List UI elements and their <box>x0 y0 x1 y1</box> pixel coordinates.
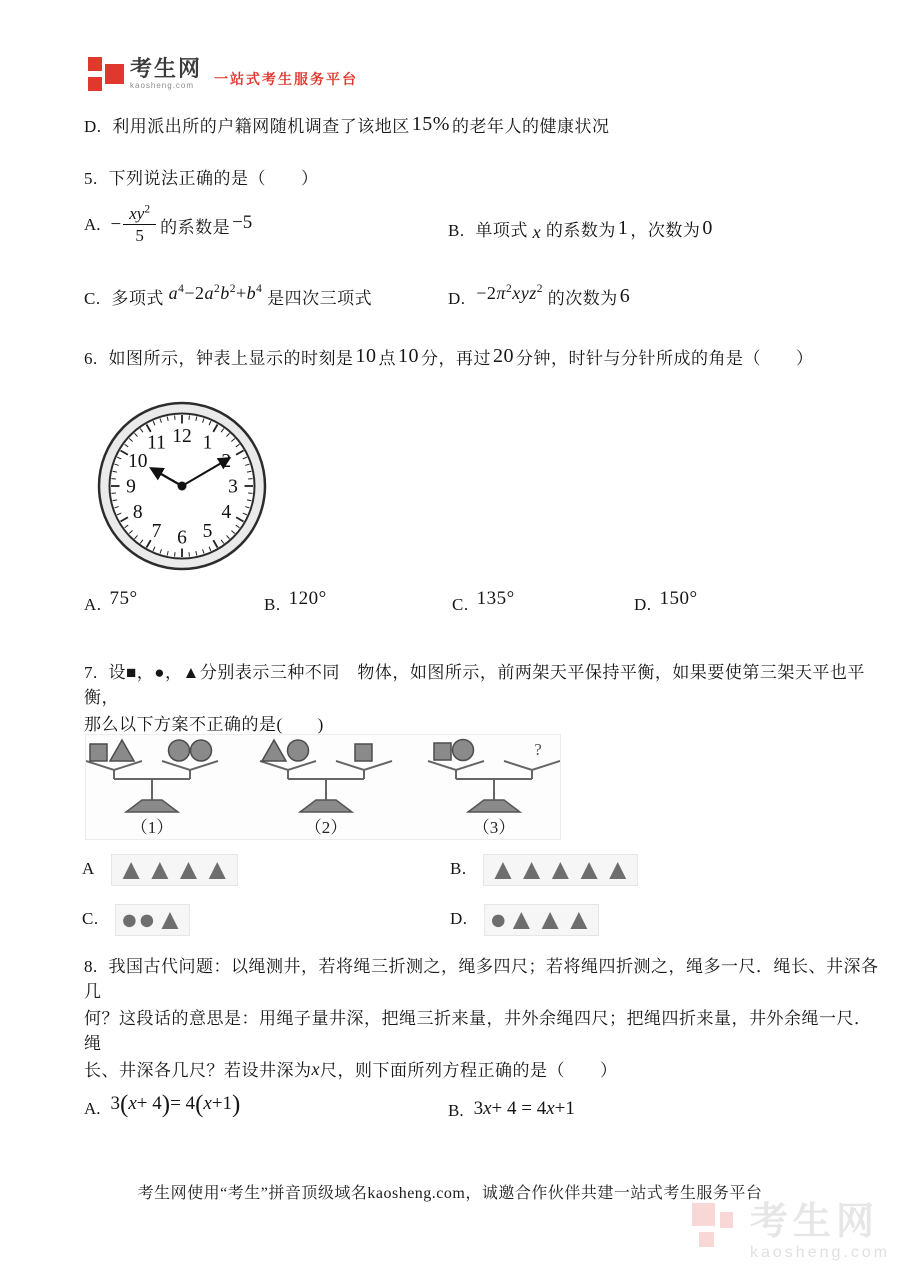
option-label: A. <box>84 595 102 614</box>
square-shape <box>355 744 372 761</box>
question7-option-a <box>82 854 238 886</box>
option-label: A. <box>84 215 101 234</box>
option-text: 是四次三项式 <box>267 289 373 308</box>
question6-option-c <box>452 588 517 616</box>
question8-stem-line3 <box>84 1056 884 1081</box>
logo-domain: kaosheng.com <box>130 81 195 90</box>
math-token: x <box>128 1093 137 1114</box>
math-value: 0 <box>702 217 713 239</box>
option-label: D. <box>634 595 652 614</box>
question-text: 我国古代问题：以绳测井，若将绳三折测之，绳多四尺；若将绳四折测之，绳多一尺．绳长、井深各几 <box>84 957 879 1001</box>
clock-numeral: 1 <box>202 432 213 454</box>
math-value: 1 <box>617 217 629 239</box>
option-label: D. <box>448 289 466 308</box>
clock-numeral: 7 <box>151 520 162 542</box>
paren: ) <box>161 1091 171 1118</box>
question5-stem <box>84 164 319 189</box>
math-token: π <box>496 283 506 303</box>
math-token: x <box>483 1098 492 1119</box>
time-value: 10 <box>355 345 377 367</box>
math-token: −2 <box>476 283 497 303</box>
base <box>126 800 178 812</box>
equation-formula <box>110 1091 241 1118</box>
option-text: 的系数是 <box>160 217 231 237</box>
paren: ) <box>232 1091 241 1118</box>
question5-option-c <box>84 284 372 309</box>
clock-figure <box>94 398 270 574</box>
question-number: 7. <box>84 663 98 682</box>
clock-center-dot <box>178 482 187 491</box>
option-label: B. <box>448 1101 464 1120</box>
scale-caption: （2） <box>304 818 348 837</box>
clock-numeral: 12 <box>172 426 192 447</box>
clock-numeral: 10 <box>128 451 148 472</box>
watermark-logo-icon <box>692 1203 740 1251</box>
base <box>468 800 520 812</box>
scale-caption: （1） <box>130 818 174 837</box>
question7-option-d <box>450 904 599 936</box>
square-shape <box>90 744 107 761</box>
question-text: 下列说法正确的是（ ） <box>108 169 319 188</box>
clock-numeral: 5 <box>202 520 213 542</box>
logo-name: 考生网 <box>130 56 203 81</box>
shapes-answer: ▲▲▲▲▲ <box>483 854 639 886</box>
question-text: 设■，●，▲分别表示三种不同 物体，如图所示，前两架天平保持平衡，如果要使第三架天平也平衡， <box>84 663 865 707</box>
option-label: B. <box>450 858 467 878</box>
logo-block <box>88 57 102 71</box>
question-number: 5. <box>84 169 98 188</box>
question-text: 何？这段话的意思是：用绳子量井深，把绳三折来量，井外余绳四尺；把绳四折来量，井外余绳一尺．绳 <box>84 1009 872 1053</box>
question-number: 6. <box>84 349 98 368</box>
question4-option-d <box>84 112 874 138</box>
question7-stem-line2 <box>84 710 324 735</box>
scale-1 <box>86 740 218 837</box>
math-exponent: 4 <box>178 283 185 295</box>
paren: ( <box>195 1091 204 1118</box>
minus-sign: − <box>110 213 122 235</box>
option-label: B. <box>264 595 281 614</box>
math-variable: x <box>532 222 542 242</box>
question-number: 8. <box>84 957 98 976</box>
triangle-shape <box>262 740 286 761</box>
circle-shape <box>288 740 309 761</box>
clock-numeral: 3 <box>228 476 238 498</box>
right-pan <box>336 761 392 770</box>
circle-shape <box>191 740 212 761</box>
math-token: + 4 <box>136 1093 162 1114</box>
question8-option-b <box>448 1100 575 1122</box>
math-token: −2 <box>184 283 205 303</box>
polynomial-formula <box>169 283 263 303</box>
square-shape <box>434 743 451 760</box>
question-text: 如图所示，钟表上显示的时刻是 <box>108 349 354 368</box>
question5-option-d <box>448 284 632 310</box>
math-token: + 4 = 4 <box>491 1098 547 1119</box>
shapes-answer: ●▲▲▲ <box>484 904 600 936</box>
logo-block <box>720 1212 733 1228</box>
question6-option-b <box>264 588 329 616</box>
question-text: 分，再过 <box>421 349 491 368</box>
option-label: C. <box>84 289 101 308</box>
option-text: 利用派出所的户籍网随机调查了该地区 <box>112 117 410 136</box>
question6-option-d <box>634 588 700 616</box>
math-token: 3 <box>110 1093 121 1114</box>
question7-options-row2 <box>82 896 872 936</box>
question7-options-row1 <box>82 846 872 886</box>
math-token: + <box>236 283 247 303</box>
question8-stem-line1 <box>84 952 884 1002</box>
angle-value: 150° <box>659 588 698 609</box>
left-pan <box>260 761 316 770</box>
clock-numeral: 6 <box>177 527 187 549</box>
left-pan <box>86 761 142 770</box>
watermark-name: 考生网 <box>750 1201 880 1243</box>
angle-value: 135° <box>476 588 515 609</box>
scale-3 <box>428 740 560 838</box>
percent-value: 15% <box>411 113 450 135</box>
footer-text: 考生网使用“考生”拼音顶级域名kaosheng.com，诚邀合作伙伴共建一站式考生服务平台 <box>137 1185 763 1202</box>
right-pan <box>504 761 560 770</box>
math-token: +1 <box>211 1093 233 1114</box>
left-pan <box>428 761 484 770</box>
math-token: a <box>204 283 214 303</box>
angle-value: 75° <box>109 588 138 609</box>
base <box>300 800 352 812</box>
circle-shape <box>453 740 474 761</box>
math-exponent: 2 <box>214 283 221 295</box>
option-text: 的次数为 <box>547 289 618 308</box>
right-pan <box>162 761 218 770</box>
option-text: 的老年人的健康状况 <box>451 117 610 136</box>
logo-block <box>692 1203 715 1226</box>
logo-block <box>88 77 102 91</box>
math-token: +1 <box>554 1098 575 1119</box>
math-token: 3 <box>473 1098 484 1119</box>
watermark-text-block <box>750 1203 890 1261</box>
option-text: 单项式 <box>475 221 528 240</box>
shapes-answer: ▲▲▲▲ <box>111 854 238 886</box>
logo-text-block <box>130 58 202 90</box>
angle-value: 120° <box>288 588 327 609</box>
question-text: 长、井深各几尺？若设井深为 <box>84 1061 312 1080</box>
math-token: x <box>203 1093 212 1114</box>
page-footer <box>0 1180 900 1203</box>
option-text: 多项式 <box>111 289 164 308</box>
math-exponent: 2 <box>144 203 151 216</box>
option-label: C. <box>452 595 469 614</box>
math-exponent: 2 <box>505 283 513 295</box>
question8-option-a <box>84 1091 241 1124</box>
math-exponent: 2 <box>536 283 543 295</box>
option-label: B. <box>448 221 465 240</box>
time-value: 20 <box>493 345 514 367</box>
math-token: xy <box>129 204 145 224</box>
logo-block <box>105 64 124 84</box>
question6-stem <box>84 344 884 370</box>
question-text: 点 <box>378 349 396 368</box>
option-label: D. <box>84 117 102 136</box>
paren: ( <box>120 1091 129 1118</box>
math-token: = 4 <box>170 1093 196 1114</box>
math-token: b <box>220 283 230 303</box>
logo-block <box>699 1232 714 1247</box>
clock-numeral: 8 <box>132 502 143 523</box>
logo-tagline: 一站式考生服务平台 <box>214 71 359 87</box>
balance-scales-figure <box>85 734 561 840</box>
math-exponent: 2 <box>229 283 236 295</box>
fraction-formula <box>111 204 157 246</box>
clock-numeral: 11 <box>147 432 166 454</box>
triangle-shape <box>110 740 134 761</box>
fraction <box>123 204 156 246</box>
option-label: C. <box>82 908 99 928</box>
option-label: A. <box>84 1099 101 1118</box>
question5-option-a <box>84 196 254 254</box>
option-label: A <box>82 858 95 878</box>
question-mark: ? <box>534 740 542 759</box>
shapes-answer: ●●▲ <box>115 904 191 936</box>
question7-option-c <box>82 904 190 936</box>
math-exponent: 4 <box>256 283 263 295</box>
math-token: x <box>546 1098 555 1119</box>
monomial-formula <box>476 283 543 303</box>
scale-2 <box>260 740 392 837</box>
question6-option-a <box>84 588 140 616</box>
option-text: ，次数为 <box>630 221 701 240</box>
math-token: a <box>168 283 179 303</box>
math-value: 6 <box>619 285 631 307</box>
clock-numeral: 4 <box>221 502 232 523</box>
time-value: 10 <box>398 345 419 367</box>
question-text: 那么以下方案不正确的是( ) <box>84 715 324 734</box>
fraction-denominator: 5 <box>135 225 144 245</box>
kaosheng-logo-icon <box>88 56 124 92</box>
question7-stem-line1 <box>84 658 884 708</box>
math-value: −5 <box>232 212 253 233</box>
question5-option-b <box>448 216 715 242</box>
circle-shape <box>169 740 190 761</box>
math-token: b <box>246 283 257 303</box>
kaosheng-logo <box>88 56 358 92</box>
question8-stem-line2 <box>84 1004 884 1054</box>
math-token: xyz <box>512 283 537 303</box>
question-text: 尺，则下面所列方程正确的是（ ） <box>320 1061 618 1080</box>
scale-caption: （3） <box>472 818 516 837</box>
clock-numeral: 2 <box>221 451 232 472</box>
option-label: D. <box>450 908 468 928</box>
watermark-domain: kaosheng.com <box>750 1244 891 1261</box>
equation-formula <box>474 1098 575 1119</box>
kaosheng-watermark <box>692 1203 890 1261</box>
fraction-numerator <box>123 204 156 225</box>
option-text: 的系数为 <box>545 221 616 240</box>
math-variable: x <box>311 1059 320 1079</box>
question-text: 分钟，时针与分针所成的角是（ ） <box>516 349 814 368</box>
clock-numeral: 9 <box>126 476 136 498</box>
question7-option-b <box>450 854 638 886</box>
